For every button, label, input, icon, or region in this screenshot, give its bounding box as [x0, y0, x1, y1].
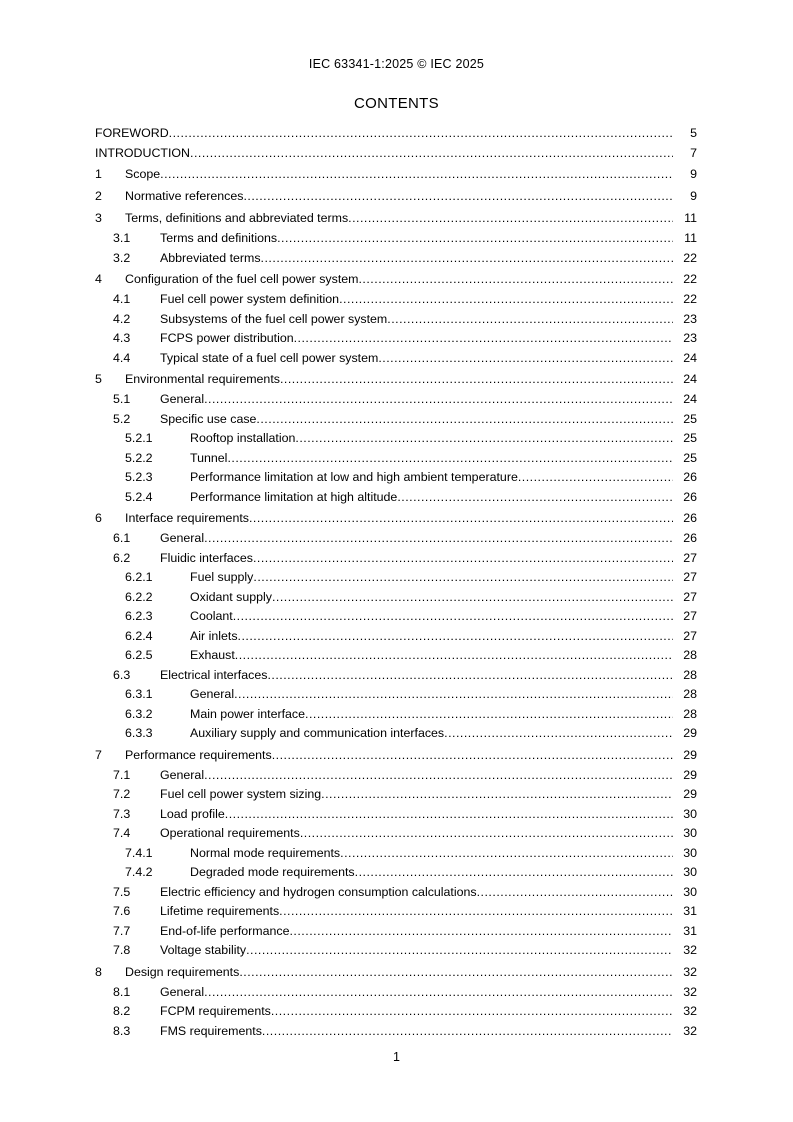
toc-section-number: 6.2.4: [125, 628, 153, 643]
toc-section-title: Subsystems of the fuel cell power system .....: [160, 310, 673, 330]
toc-entry[interactable]: [95, 368, 697, 390]
toc-page-number: 32: [673, 983, 697, 1003]
toc-section-number: 8.1: [113, 984, 131, 999]
toc-page-number: 26: [673, 529, 697, 549]
toc-page-number: 24: [673, 368, 697, 390]
toc-section-title: Fuel supply .....: [190, 568, 673, 588]
toc-entry[interactable]: [95, 744, 697, 766]
toc-section-title: Normal mode requirements .....: [190, 844, 673, 864]
toc-page-number: 24: [673, 349, 697, 369]
toc-entry[interactable]: [95, 824, 697, 844]
toc-page-number: 22: [673, 290, 697, 310]
toc-section-title: Air inlets .....: [190, 627, 673, 647]
toc-section-number: 7.2: [113, 787, 131, 801]
toc-entry[interactable]: [95, 588, 697, 608]
toc-entry[interactable]: [95, 724, 697, 744]
toc-page-number: 22: [673, 268, 697, 290]
toc-page-number: 26: [673, 468, 697, 488]
toc-page-number: 22: [673, 249, 697, 269]
toc-section-number: 5.2.4: [125, 489, 153, 504]
toc-page-number: 30: [673, 824, 697, 844]
toc-section-title: Tunnel .....: [190, 449, 673, 469]
table-of-contents: [95, 124, 697, 1041]
toc-section-number: 5.2.1: [125, 431, 153, 445]
toc-section-title: Interface requirements .....: [125, 507, 673, 529]
toc-section-number: 7.8: [113, 943, 131, 957]
toc-entry[interactable]: [95, 941, 697, 961]
toc-section-number: 4.4: [113, 350, 131, 365]
toc-section-number: 6.3.2: [125, 706, 153, 721]
document-header: IEC 63341-1:2025 © IEC 2025: [308, 57, 485, 71]
toc-section-number: 7.4.1: [125, 845, 153, 860]
toc-page-number: 30: [673, 883, 697, 903]
toc-section-number: 3: [95, 211, 102, 225]
toc-section-number: 6.2.2: [125, 589, 153, 604]
toc-entry[interactable]: [95, 627, 697, 647]
toc-page-number: 29: [673, 744, 697, 766]
toc-page-number: 27: [673, 588, 697, 608]
toc-page-number: 29: [673, 766, 697, 786]
toc-section-number: 7.5: [113, 884, 131, 899]
toc-section-title: End-of-life performance .....: [160, 922, 673, 942]
toc-section-title: Design requirements .....: [125, 961, 673, 983]
toc-section-number: 4.1: [113, 292, 131, 306]
toc-page-number: 5: [673, 124, 697, 144]
toc-page-number: 30: [673, 863, 697, 883]
toc-entry[interactable]: [95, 549, 697, 569]
toc-page-number: 28: [673, 685, 697, 705]
toc-entry[interactable]: [95, 290, 697, 310]
toc-entry[interactable]: [95, 863, 697, 883]
toc-section-title: Fluidic interfaces .....: [160, 549, 673, 569]
toc-page-number: 28: [673, 666, 697, 686]
toc-section-title: Auxiliary supply and communication interfaces .....: [190, 724, 673, 744]
toc-section-title: General .....: [160, 529, 673, 549]
toc-section-number: 6.1: [113, 531, 131, 545]
toc-section-title: Configuration of the fuel cell power system .....: [125, 268, 673, 290]
toc-page-number: 24: [673, 390, 697, 410]
toc-entry[interactable]: [95, 249, 697, 269]
toc-section-title: Load profile .....: [160, 805, 673, 825]
toc-entry[interactable]: [95, 144, 697, 164]
toc-section-title: General .....: [190, 685, 673, 705]
toc-section-number: 3.2: [113, 250, 131, 265]
toc-entry[interactable]: [95, 785, 697, 805]
toc-section-number: 7.6: [113, 904, 131, 918]
toc-section-number: 6.3.3: [125, 726, 153, 740]
toc-entry[interactable]: [95, 268, 697, 290]
toc-entry[interactable]: [95, 468, 697, 488]
toc-page-number: 27: [673, 627, 697, 647]
page-title: CONTENTS: [354, 95, 439, 112]
toc-page-number: 26: [673, 507, 697, 529]
toc-section-number: 6.3.1: [125, 687, 153, 701]
toc-page-number: 9: [673, 185, 697, 207]
toc-section-title: Abbreviated terms .....: [160, 249, 673, 269]
toc-entry[interactable]: [95, 922, 697, 942]
toc-page-number: 26: [673, 488, 697, 508]
toc-section-number: 6.2.5: [125, 648, 153, 662]
toc-entry[interactable]: [95, 349, 697, 369]
toc-section-number: 5: [95, 372, 102, 386]
toc-section-number: 7.4.2: [125, 865, 153, 879]
toc-page-number: 11: [673, 229, 697, 249]
toc-section-title: General .....: [160, 390, 673, 410]
toc-section-number: 5.2.3: [125, 470, 153, 484]
toc-page-number: 28: [673, 705, 697, 725]
toc-section-title: Performance limitation at low and high ambient temperature .....: [190, 468, 673, 488]
toc-entry[interactable]: [95, 449, 697, 469]
toc-section-title: Scope .....: [125, 163, 673, 185]
toc-section-title: Environmental requirements .....: [125, 368, 673, 390]
toc-section-title: Rooftop installation .....: [190, 429, 673, 449]
toc-entry[interactable]: [95, 766, 697, 786]
toc-entry[interactable]: [95, 207, 697, 229]
toc-section-number: 4.3: [113, 331, 131, 345]
toc-section-number: 7.4: [113, 826, 131, 840]
toc-entry[interactable]: [95, 329, 697, 349]
toc-section-number: 1: [95, 167, 102, 181]
toc-section-number: 7.1: [113, 767, 131, 782]
toc-page-number: 27: [673, 607, 697, 627]
toc-section-number: 5.2: [113, 411, 131, 426]
toc-section-number: 6.3: [113, 667, 131, 682]
toc-entry[interactable]: [95, 390, 697, 410]
toc-section-number: 8.3: [113, 1023, 131, 1038]
toc-entry[interactable]: [95, 529, 697, 549]
toc-section-number: 6: [95, 511, 102, 525]
toc-section-title: FOREWORD .....: [95, 124, 673, 144]
toc-section-title: Typical state of a fuel cell power system .....: [160, 349, 673, 369]
toc-section-number: 6.2: [113, 550, 131, 565]
toc-section-number: 4.2: [113, 311, 131, 326]
toc-section-title: Electric efficiency and hydrogen consumption calculations .....: [160, 883, 673, 903]
toc-section-title: Terms, definitions and abbreviated terms .....: [125, 207, 673, 229]
page-number: 1: [393, 1050, 400, 1064]
toc-section-number: 5.1: [113, 392, 131, 406]
toc-page-number: 25: [673, 429, 697, 449]
toc-entry[interactable]: [95, 410, 697, 430]
toc-entry[interactable]: [95, 229, 697, 249]
toc-entry[interactable]: [95, 507, 697, 529]
toc-entry[interactable]: [95, 902, 697, 922]
toc-section-title: Main power interface .....: [190, 705, 673, 725]
toc-page-number: 29: [673, 724, 697, 744]
toc-section-number: 4: [95, 272, 102, 286]
toc-section-title: Fuel cell power system definition .....: [160, 290, 673, 310]
toc-section-title: Specific use case .....: [160, 410, 673, 430]
toc-page-number: 25: [673, 410, 697, 430]
toc-entry[interactable]: [95, 310, 697, 330]
toc-page-number: 32: [673, 941, 697, 961]
toc-section-number: 2: [95, 189, 102, 203]
toc-section-title: Degraded mode requirements .....: [190, 863, 673, 883]
toc-entry[interactable]: [95, 844, 697, 864]
toc-page-number: 32: [673, 1002, 697, 1022]
toc-section-title: Fuel cell power system sizing .....: [160, 785, 673, 805]
toc-section-number: 6.2.3: [125, 609, 153, 623]
toc-entry[interactable]: [95, 124, 697, 144]
toc-section-title: Performance limitation at high altitude .....: [190, 488, 673, 508]
toc-section-title: Exhaust .....: [190, 646, 673, 666]
toc-entry[interactable]: [95, 185, 697, 207]
toc-entry[interactable]: [95, 488, 697, 508]
toc-section-number: 7.3: [113, 806, 131, 821]
toc-page-number: 31: [673, 902, 697, 922]
toc-page-number: 9: [673, 163, 697, 185]
toc-entry[interactable]: [95, 961, 697, 983]
toc-section-title: Terms and definitions .....: [160, 229, 673, 249]
toc-entry[interactable]: [95, 1002, 697, 1022]
toc-page-number: 27: [673, 549, 697, 569]
toc-section-number: 7: [95, 747, 102, 762]
toc-page-number: 32: [673, 961, 697, 983]
toc-section-title: Oxidant supply .....: [190, 588, 673, 608]
toc-page-number: 27: [673, 568, 697, 588]
toc-section-number: 5.2.2: [125, 450, 153, 465]
toc-entry[interactable]: [95, 685, 697, 705]
toc-page-number: 30: [673, 844, 697, 864]
toc-entry[interactable]: [95, 666, 697, 686]
toc-page-number: 11: [673, 207, 697, 229]
toc-section-title: Operational requirements .....: [160, 824, 673, 844]
toc-entry[interactable]: [95, 883, 697, 903]
toc-section-title: Electrical interfaces .....: [160, 666, 673, 686]
toc-section-number: 8.2: [113, 1004, 131, 1018]
toc-entry[interactable]: [95, 607, 697, 627]
toc-section-title: Voltage stability .....: [160, 941, 673, 961]
toc-entry[interactable]: [95, 646, 697, 666]
toc-section-number: 8: [95, 964, 102, 979]
toc-section-title: FCPS power distribution .....: [160, 329, 673, 349]
toc-entry[interactable]: [95, 429, 697, 449]
toc-page-number: 28: [673, 646, 697, 666]
toc-page-number: 32: [673, 1022, 697, 1042]
toc-section-title: Lifetime requirements .....: [160, 902, 673, 922]
toc-section-title: Performance requirements .....: [125, 744, 673, 766]
toc-section-number: 3.1: [113, 231, 131, 245]
toc-entry[interactable]: [95, 163, 697, 185]
toc-page-number: 31: [673, 922, 697, 942]
toc-entry[interactable]: [95, 705, 697, 725]
toc-section-number: 7.7: [113, 923, 131, 938]
toc-page-number: 29: [673, 785, 697, 805]
toc-page-number: 23: [673, 310, 697, 330]
toc-entry[interactable]: [95, 568, 697, 588]
toc-section-title: FCPM requirements .....: [160, 1002, 673, 1022]
toc-page-number: 25: [673, 449, 697, 469]
toc-entry[interactable]: [95, 983, 697, 1003]
toc-page-number: 23: [673, 329, 697, 349]
toc-page-number: 30: [673, 805, 697, 825]
toc-section-title: General .....: [160, 983, 673, 1003]
toc-section-title: Normative references .....: [125, 185, 673, 207]
toc-section-title: General .....: [160, 766, 673, 786]
toc-section-number: 6.2.1: [125, 570, 153, 584]
toc-page-number: 7: [673, 144, 697, 164]
toc-section-title: INTRODUCTION .....: [95, 144, 673, 164]
toc-section-title: FMS requirements .....: [160, 1022, 673, 1042]
toc-section-title: Coolant .....: [190, 607, 673, 627]
toc-entry[interactable]: [95, 805, 697, 825]
toc-entry[interactable]: [95, 1022, 697, 1042]
